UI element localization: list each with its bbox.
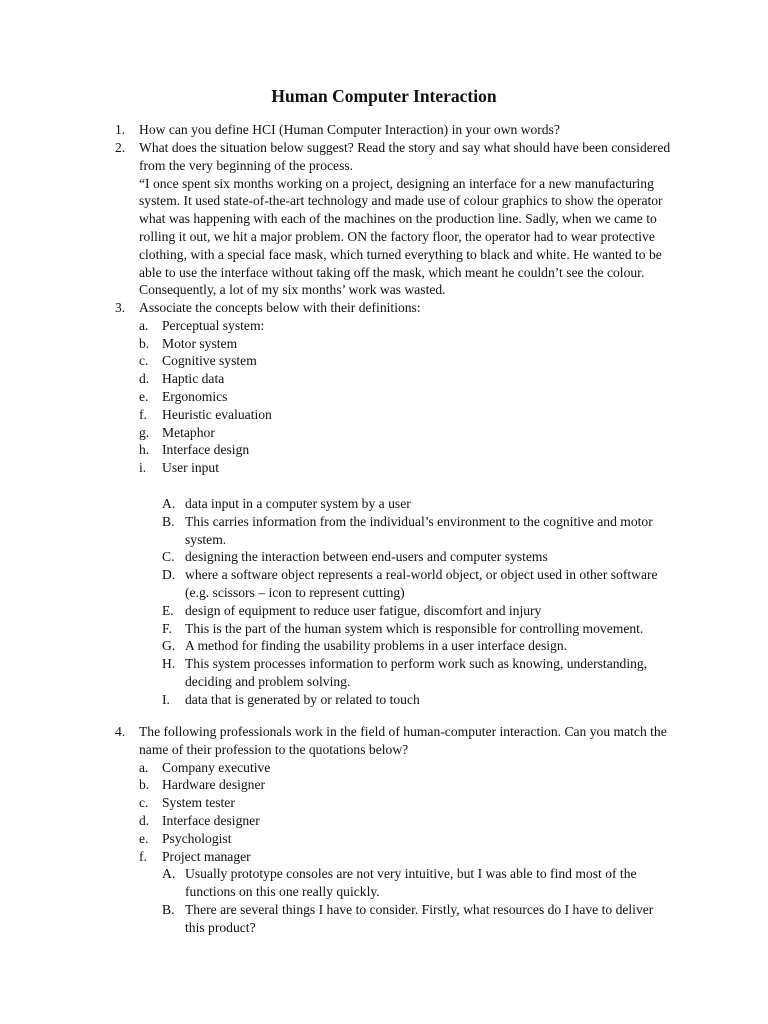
question-text: The following professionals work in the field of human-computer interaction. Can you match the name of their profession to the quotations below? xyxy=(139,724,667,757)
question-text: What does the situation below suggest? Read the story and say what should have been considered from the very beginning of the process. xyxy=(139,140,671,173)
list-item: d. Interface designer xyxy=(139,812,260,828)
profession-list xyxy=(139,759,675,866)
list-item: g. Metaphor xyxy=(139,424,215,440)
question-number: 1. xyxy=(115,122,126,137)
question-text: Associate the concepts below with their definitions: xyxy=(139,300,421,315)
list-item: A. data input in a computer system by a user xyxy=(162,495,411,511)
list-item: H. This system processes information to perform work such as knowing, understanding, deciding and problem solving. xyxy=(162,656,648,689)
list-item: F. This is the part of the human system which is responsible for controlling movement. xyxy=(162,620,644,636)
definition-list xyxy=(162,495,675,709)
question-3 xyxy=(115,299,675,709)
list-item: i. User input xyxy=(139,460,220,476)
list-item: b. Motor system xyxy=(139,335,238,351)
list-item: f. Project manager xyxy=(139,848,251,864)
list-item: I. data that is generated by or related to touch xyxy=(162,691,420,707)
list-item: h. Interface design xyxy=(139,442,250,458)
quotation-list xyxy=(162,865,675,936)
question-4 xyxy=(115,723,675,937)
list-item: C. designing the interaction between end-users and computer systems xyxy=(162,549,548,565)
list-item: E. design of equipment to reduce user fatigue, discomfort and injury xyxy=(162,602,542,618)
list-item: D. where a software object represents a real-world object, or object used in other software (e.g. scissors – icon to represent cutting) xyxy=(162,567,658,600)
concept-list xyxy=(139,317,675,477)
page-title: Human Computer Interaction xyxy=(271,86,497,106)
list-item: B. There are several things I have to consider. Firstly, what resources do I have to deliver this product? xyxy=(162,901,654,935)
list-item: e. Psychologist xyxy=(139,830,232,846)
question-number: 2. xyxy=(115,140,126,155)
list-item: b. Hardware designer xyxy=(139,777,266,793)
list-item: c. Cognitive system xyxy=(139,353,257,369)
question-2 xyxy=(115,139,675,299)
list-item: A. Usually prototype consoles are not very intuitive, but I was able to find most of the functions on this one really quickly. xyxy=(162,866,637,900)
question-text: How can you define HCI (Human Computer Interaction) in your own words? xyxy=(139,122,560,137)
list-item: G. A method for finding the usability problems in a user interface design. xyxy=(162,638,568,654)
question-number: 3. xyxy=(115,300,126,315)
list-item: a. Perceptual system: xyxy=(139,317,265,333)
list-item: c. System tester xyxy=(139,795,235,811)
list-item: B. This carries information from the individual’s environment to the cognitive and motor system. xyxy=(162,513,653,547)
question-1 xyxy=(115,121,675,139)
question-number: 4. xyxy=(115,724,126,739)
list-item: e. Ergonomics xyxy=(139,388,228,404)
list-item: a. Company executive xyxy=(139,759,271,775)
story-quote: “I once spent six months working on a project, designing an interface for a new manufacturing system. It used state-of-the-art technology and made use of colour graphics to show the operator what was happening with each of the machines on the production line. Sadly, when we came to rolling it out, we hit a major problem. ON the factory floor, the operator had to wear protective clothing, with a special face mask, which turned everything to black and white. He wanted to be able to use the interface without taking off the mask, which meant he couldn’t see the colour. Consequently, a lot of my six months’ work was wasted. xyxy=(139,175,663,298)
list-item: f. Heuristic evaluation xyxy=(139,406,272,422)
list-item: d. Haptic data xyxy=(139,371,225,387)
